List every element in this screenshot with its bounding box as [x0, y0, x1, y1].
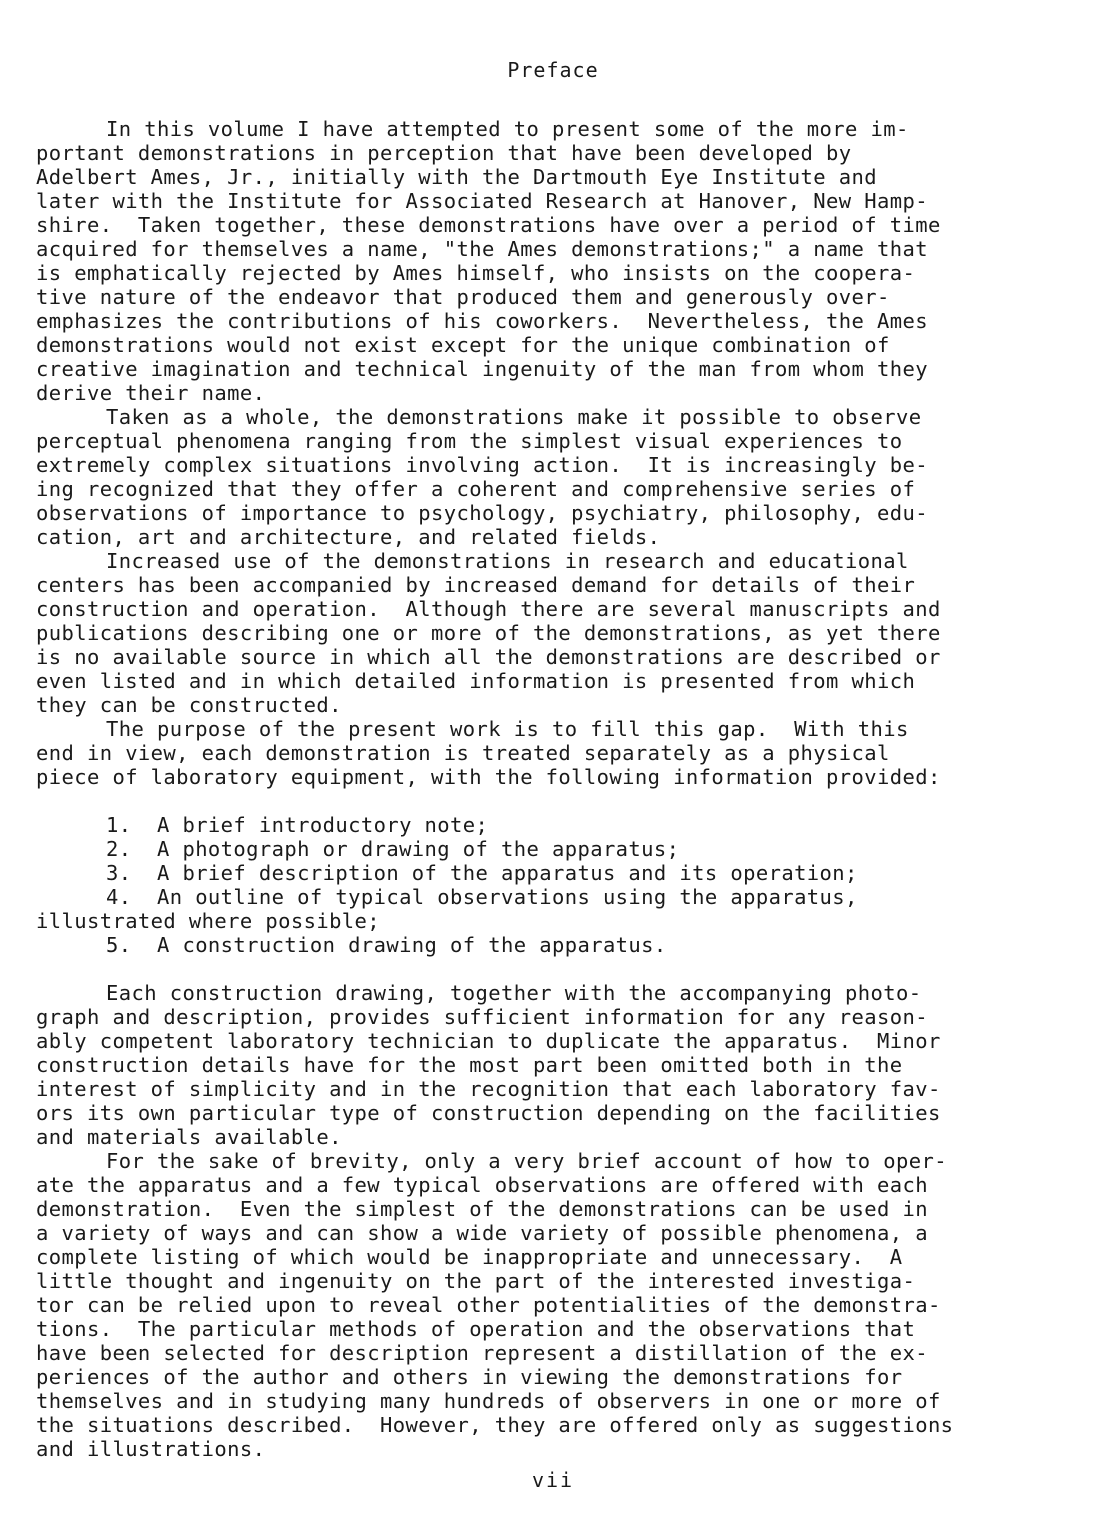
paragraph — [36, 549, 1066, 717]
paragraph-line: cation, art and architecture, and related fields. — [36, 525, 661, 549]
page-number: vii — [531, 1468, 575, 1492]
paragraph-line: demonstration. Even the simplest of the demonstrations can be used in — [36, 1197, 928, 1221]
spacer — [36, 789, 1066, 813]
paragraph-line: even listed and in which detailed information is presented from which — [36, 669, 916, 693]
paragraph-line: portant demonstrations in perception that have been developed by — [36, 141, 852, 165]
paragraph-line: themselves and in studying many hundreds of observers in one or more of — [36, 1389, 941, 1413]
paragraph-line: construction and operation. Although there are several manuscripts and — [36, 597, 941, 621]
paragraph-line: observations of importance to psychology, psychiatry, philosophy, edu- — [36, 501, 928, 525]
paragraph-line: Increased use of the demonstrations in research and educational — [106, 549, 909, 573]
paragraph-line: tions. The particular methods of operation and the observations that — [36, 1317, 916, 1341]
paragraph-line: publications describing one or more of the demonstrations, as yet there — [36, 621, 941, 645]
paragraph-line: graph and description, provides sufficient information for any reason- — [36, 1005, 928, 1029]
paragraph-line: tor can be relied upon to reveal other potentialities of the demonstra- — [36, 1293, 941, 1317]
list-item-continuation: illustrated where possible; — [36, 909, 381, 933]
page-title: Preface — [507, 58, 599, 82]
paragraph-line: piece of laboratory equipment, with the following information provided: — [36, 765, 941, 789]
paragraph-line: ate the apparatus and a few typical observations are offered with each — [36, 1173, 928, 1197]
paragraph-line: acquired for themselves a name, "the Ames demonstrations;" a name that — [36, 237, 928, 261]
paragraph-line: have been selected for description represent a distillation of the ex- — [36, 1341, 928, 1365]
paragraph — [36, 405, 1066, 549]
paragraph-line: they can be constructed. — [36, 693, 342, 717]
paragraph-line: ing recognized that they offer a coherent and comprehensive series of — [36, 477, 916, 501]
paragraph-line: little thought and ingenuity on the part of the interested investiga- — [36, 1269, 916, 1293]
paragraph-line: is emphatically rejected by Ames himself, who insists on the coopera- — [36, 261, 916, 285]
paragraph — [36, 717, 1066, 789]
numbered-list — [36, 813, 1066, 957]
list-item: 4. An outline of typical observations using the apparatus, — [106, 885, 858, 909]
paragraph-line: and illustrations. — [36, 1437, 266, 1461]
list-item: 1. A brief introductory note; — [106, 813, 489, 837]
paragraph-line: tive nature of the endeavor that produced them and generously over- — [36, 285, 890, 309]
paragraph-line: complete listing of which would be inappropriate and unnecessary. A — [36, 1245, 903, 1269]
paragraph-line: Each construction drawing, together with the accompanying photo- — [106, 981, 922, 1005]
paragraph — [36, 981, 1066, 1149]
spacer — [36, 957, 1066, 981]
paragraph-line: derive their name. — [36, 381, 266, 405]
paragraph-line: interest of simplicity and in the recognition that each laboratory fav- — [36, 1077, 941, 1101]
paragraph-line: ably competent laboratory technician to duplicate the apparatus. Minor — [36, 1029, 941, 1053]
paragraph-line: perceptual phenomena ranging from the simplest visual experiences to — [36, 429, 903, 453]
list-item: 3. A brief description of the apparatus and its operation; — [106, 861, 858, 885]
paragraph-line: and materials available. — [36, 1125, 342, 1149]
paragraph-line: the situations described. However, they are offered only as suggestions — [36, 1413, 954, 1437]
paragraph-line: extremely complex situations involving action. It is increasingly be- — [36, 453, 928, 477]
paragraph-line: Taken as a whole, the demonstrations make it possible to observe — [106, 405, 922, 429]
paragraph-line: Adelbert Ames, Jr., initially with the Dartmouth Eye Institute and — [36, 165, 877, 189]
paragraph-line: creative imagination and technical ingenuity of the man from whom they — [36, 357, 928, 381]
paragraph-line: For the sake of brevity, only a very brief account of how to oper- — [106, 1149, 947, 1173]
paragraph-line: construction details have for the most part been omitted both in the — [36, 1053, 903, 1077]
paragraph-line: periences of the author and others in viewing the demonstrations for — [36, 1365, 903, 1389]
paragraph-line: emphasizes the contributions of his coworkers. Nevertheless, the Ames — [36, 309, 928, 333]
list-item: 5. A construction drawing of the apparatus. — [106, 933, 667, 957]
paragraph-line: The purpose of the present work is to fill this gap. With this — [106, 717, 909, 741]
paragraph-line: end in view, each demonstration is treated separately as a physical — [36, 741, 890, 765]
paragraph — [36, 117, 1066, 405]
paragraph — [36, 1149, 1066, 1461]
paragraph-line: is no available source in which all the demonstrations are described or — [36, 645, 941, 669]
paragraph-line: demonstrations would not exist except for the unique combination of — [36, 333, 890, 357]
paragraph-line: centers has been accompanied by increased demand for details of their — [36, 573, 916, 597]
paragraph-line: shire. Taken together, these demonstrations have over a period of time — [36, 213, 941, 237]
paragraph-line: a variety of ways and can show a wide variety of possible phenomena, a — [36, 1221, 928, 1245]
body-text — [36, 117, 1066, 1461]
paragraph-line: In this volume I have attempted to present some of the more im- — [106, 117, 909, 141]
paragraph-line: ors its own particular type of construction depending on the facilities — [36, 1101, 941, 1125]
list-item: 2. A photograph or drawing of the apparatus; — [106, 837, 680, 861]
paragraph-line: later with the Institute for Associated Research at Hanover, New Hamp- — [36, 189, 928, 213]
